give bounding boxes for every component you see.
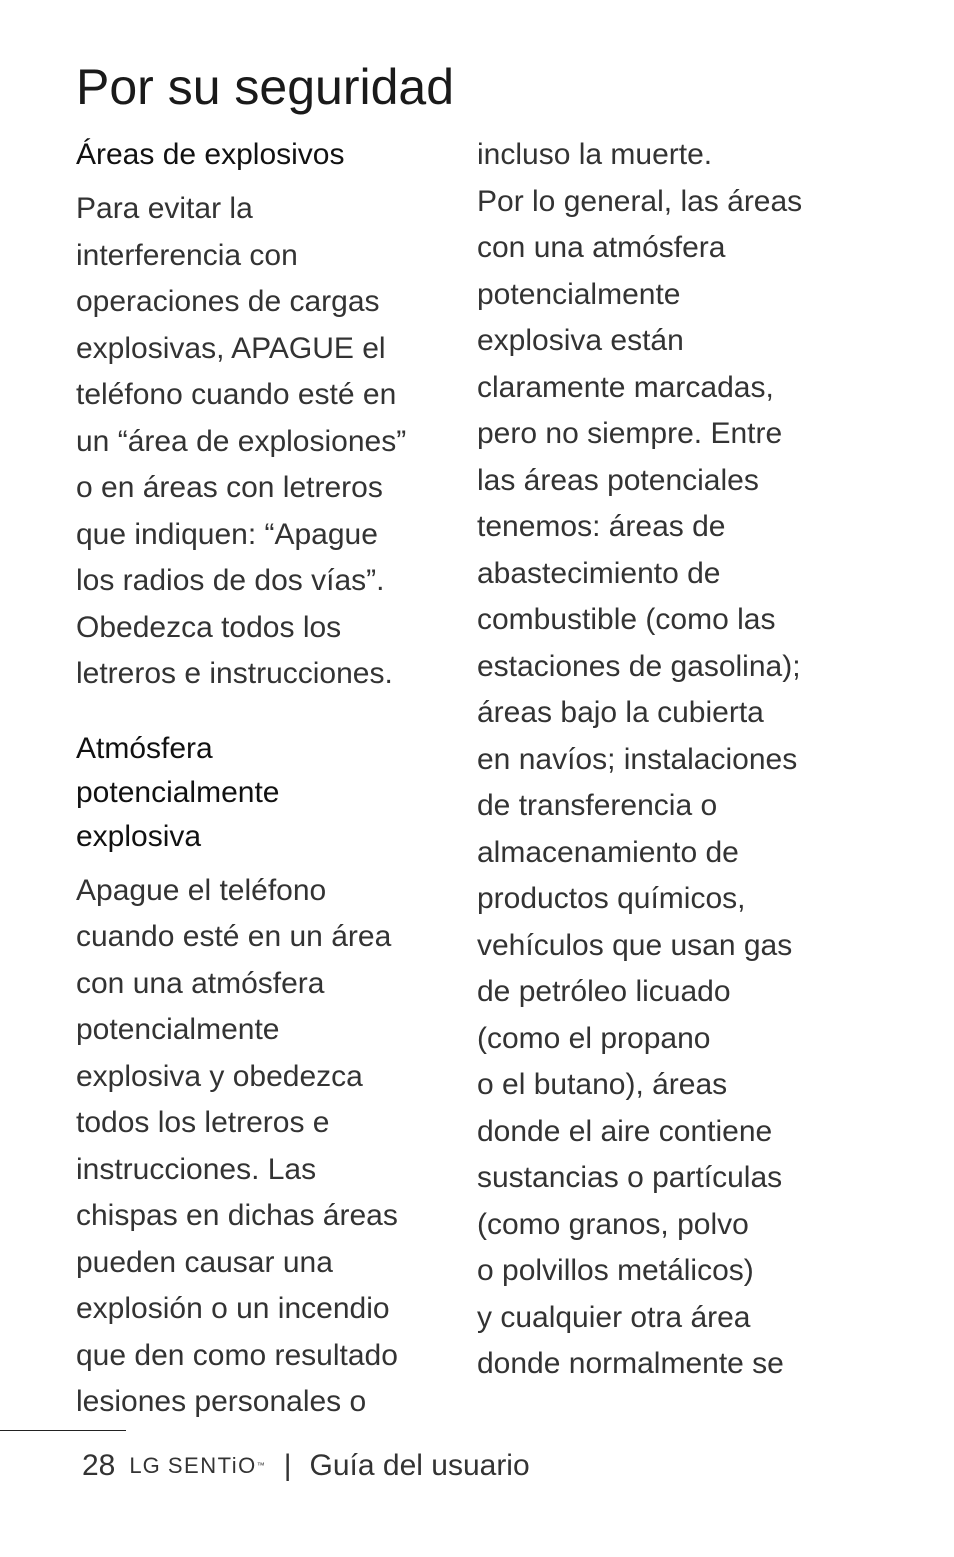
footer-separator: | <box>283 1449 292 1482</box>
text-line: interferencia con <box>76 238 298 272</box>
heading-line: potencialmente <box>76 775 280 809</box>
text-line: potencialmente <box>76 1013 280 1046</box>
text-line: Obedezca todos los <box>76 610 342 644</box>
page-title: Por su seguridad <box>76 59 455 115</box>
text-line: de transferencia o <box>477 789 718 822</box>
text-line: incluso la muerte. <box>477 138 713 171</box>
text-line: explosivas, APAGUE el <box>76 331 386 365</box>
text-line: almacenamiento de <box>477 835 739 869</box>
logo-product: SENTiO <box>167 1453 257 1478</box>
text-line: con una atmósfera <box>76 966 325 1000</box>
section-heading-explosive-areas: Áreas de explosivos <box>76 138 345 171</box>
text-line: todos los letreros e <box>76 1106 330 1139</box>
footer <box>82 1443 530 1489</box>
text-line: combustible (como las <box>477 603 776 636</box>
text-line: teléfono cuando esté en <box>76 378 397 411</box>
text-line: explosiva y obedezca <box>76 1059 363 1093</box>
text-line: de petróleo licuado <box>477 975 731 1008</box>
text-line: Apague el teléfono <box>76 873 327 907</box>
text-line: y cualquier otra área <box>477 1300 751 1334</box>
text-line: abastecimiento de <box>477 556 721 590</box>
text-line: explosión o un incendio <box>76 1292 390 1325</box>
footer-rule <box>0 1430 126 1431</box>
text-line: los radios de dos vías”. <box>76 564 385 597</box>
text-line: letreros e instrucciones. <box>76 657 393 690</box>
text-line: potencialmente <box>477 277 681 311</box>
text-line: o en áreas con letreros <box>76 471 383 504</box>
text-line: que den como resultado <box>76 1338 398 1372</box>
text-line: áreas bajo la cubierta <box>477 696 764 729</box>
text-line: vehículos que usan gas <box>477 928 793 962</box>
text-line: chispas en dichas áreas <box>76 1199 398 1232</box>
text-line: productos químicos, <box>477 882 746 915</box>
text-line: Para evitar la <box>76 192 253 225</box>
paragraph-explosive-atmosphere <box>76 868 456 1426</box>
text-line: claramente marcadas, <box>477 370 774 404</box>
text-line: las áreas potenciales <box>477 463 759 497</box>
text-line: (como el propano <box>477 1021 711 1055</box>
text-line: pero no siempre. Entre <box>477 417 783 450</box>
paragraph-explosive-areas <box>76 186 456 698</box>
text-line: un “área de explosiones” <box>76 424 407 458</box>
page-number: 28 <box>82 1449 116 1482</box>
text-line: operaciones de cargas <box>76 285 380 318</box>
text-line: o el butano), áreas <box>477 1068 728 1101</box>
heading-line: explosiva <box>76 819 202 853</box>
heading-line: Atmósfera <box>76 731 213 765</box>
text-line: o polvillos metálicos) <box>477 1254 754 1287</box>
lg-sentio-logo <box>129 1443 265 1489</box>
text-line: donde normalmente se <box>477 1347 784 1380</box>
text-line: explosiva están <box>477 324 684 357</box>
right-column <box>477 132 857 1388</box>
left-column <box>76 133 456 1426</box>
text-line: (como granos, polvo <box>477 1207 749 1241</box>
logo-trademark: ™ <box>256 1461 266 1470</box>
text-line: cuando esté en un área <box>76 920 392 953</box>
text-line: lesiones personales o <box>76 1385 367 1418</box>
text-line: estaciones de gasolina); <box>477 649 801 683</box>
logo-lg: LG <box>129 1453 161 1478</box>
text-line: pueden causar una <box>76 1245 333 1279</box>
section-heading-explosive-atmosphere <box>76 727 456 859</box>
guide-title: Guía del usuario <box>309 1449 530 1482</box>
text-line: sustancias o partículas <box>477 1161 783 1194</box>
text-line: Por lo general, las áreas <box>477 184 803 218</box>
text-line: que indiquen: “Apague <box>76 517 378 551</box>
text-line: en navíos; instalaciones <box>477 742 798 776</box>
text-line: donde el aire contiene <box>477 1114 773 1148</box>
text-line: instrucciones. Las <box>76 1152 317 1186</box>
text-line: con una atmósfera <box>477 231 726 264</box>
text-line: tenemos: áreas de <box>477 510 726 543</box>
